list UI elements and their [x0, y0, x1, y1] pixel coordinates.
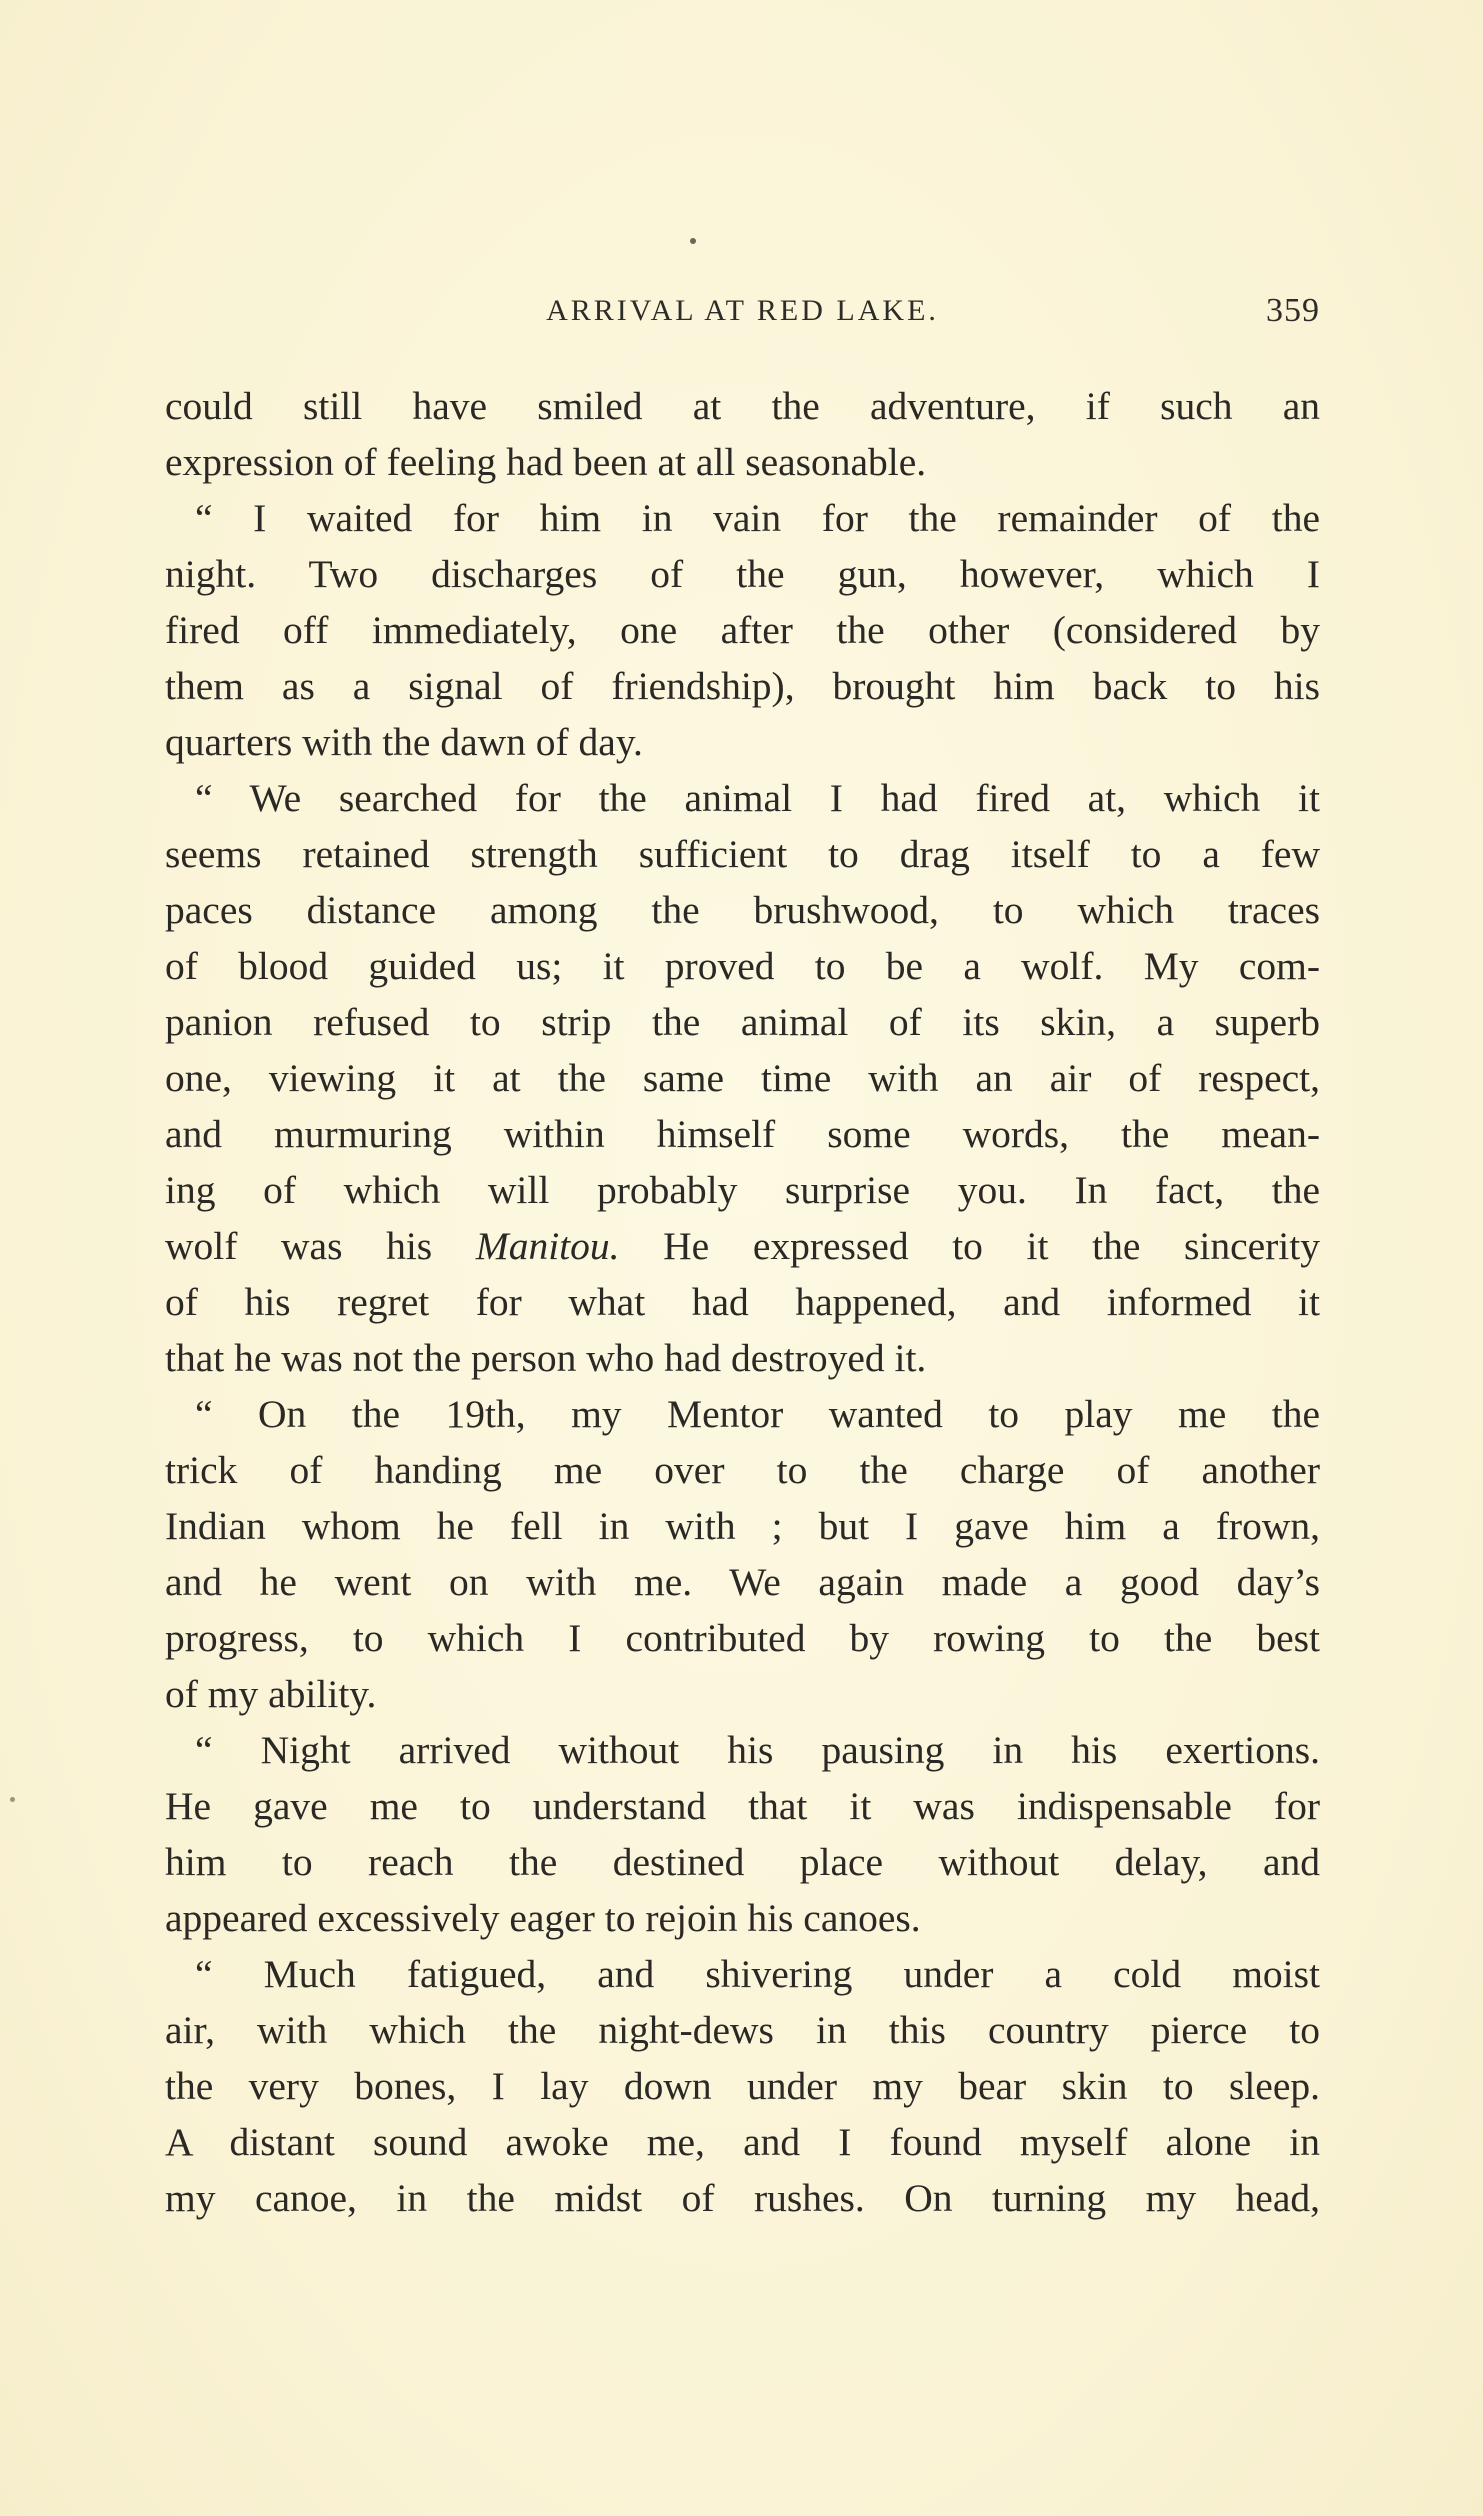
text-line-with-italic	[165, 1218, 1320, 1274]
text-line: one, viewing it at the same time with an air of respect,	[165, 1056, 1320, 1100]
text-line: the very bones, I lay down under my bear skin to sleep.	[165, 2064, 1320, 2108]
text-line: panion refused to strip the animal of its skin, a superb	[165, 1000, 1320, 1044]
text-line: of my ability.	[165, 1672, 377, 1716]
body-text	[165, 378, 1320, 2226]
italic-word: Manitou.	[475, 1224, 620, 1268]
text-line: trick of handing me over to the charge of another	[165, 1448, 1320, 1492]
paragraph-start-line: “ Night arrived without his pausing in his exertions.	[195, 1728, 1320, 1772]
text-line: them as a signal of friendship), brought him back to his	[165, 664, 1320, 708]
ink-speck	[690, 238, 696, 244]
text-line: of his regret for what had happened, and informed it	[165, 1280, 1320, 1324]
text-line: Indian whom he fell in with ; but I gave him a frown,	[165, 1504, 1320, 1548]
text-line: progress, to which I contributed by rowing to the best	[165, 1616, 1320, 1660]
text-line: of blood guided us; it proved to be a wolf. My com-	[165, 944, 1320, 988]
text-line: ing of which will probably surprise you. In fact, the	[165, 1168, 1320, 1212]
text-segment: He expressed to it the sincerity	[619, 1224, 1320, 1268]
text-line: appeared excessively eager to rejoin his canoes.	[165, 1896, 921, 1940]
paragraph-start-line: “ I waited for him in vain for the remainder of the	[195, 496, 1320, 540]
text-line: He gave me to understand that it was indispensable for	[165, 1784, 1320, 1828]
text-line: that he was not the person who had destroyed it.	[165, 1336, 927, 1380]
text-line: fired off immediately, one after the other (considered by	[165, 608, 1320, 652]
paragraph-start-line: “ Much fatigued, and shivering under a cold moist	[195, 1952, 1320, 1996]
text-line: night. Two discharges of the gun, however, which I	[165, 552, 1320, 596]
paragraph-start-line: “ We searched for the animal I had fired at, which it	[195, 776, 1320, 820]
page-number: 359	[1266, 292, 1320, 329]
text-line: my canoe, in the midst of rushes. On turning my head,	[165, 2176, 1320, 2220]
text-line: paces distance among the brushwood, to which traces	[165, 888, 1320, 932]
running-header	[165, 288, 1320, 338]
text-line: him to reach the destined place without delay, and	[165, 1840, 1320, 1884]
text-line: could still have smiled at the adventure, if such an	[165, 384, 1320, 428]
text-line: expression of feeling had been at all seasonable.	[165, 440, 927, 484]
text-segment: wolf was his	[165, 1224, 476, 1268]
ink-speck	[10, 1797, 15, 1802]
paragraph-start-line: “ On the 19th, my Mentor wanted to play me the	[195, 1392, 1320, 1436]
text-line: air, with which the night-dews in this country pierce to	[165, 2008, 1320, 2052]
text-line: A distant sound awoke me, and I found myself alone in	[165, 2120, 1320, 2164]
text-line: seems retained strength sufficient to drag itself to a few	[165, 832, 1320, 876]
text-line: quarters with the dawn of day.	[165, 720, 643, 764]
text-line: and he went on with me. We again made a good day’s	[165, 1560, 1320, 1604]
running-title: ARRIVAL AT RED LAKE.	[546, 294, 939, 327]
text-line: and murmuring within himself some words, the mean-	[165, 1112, 1320, 1156]
